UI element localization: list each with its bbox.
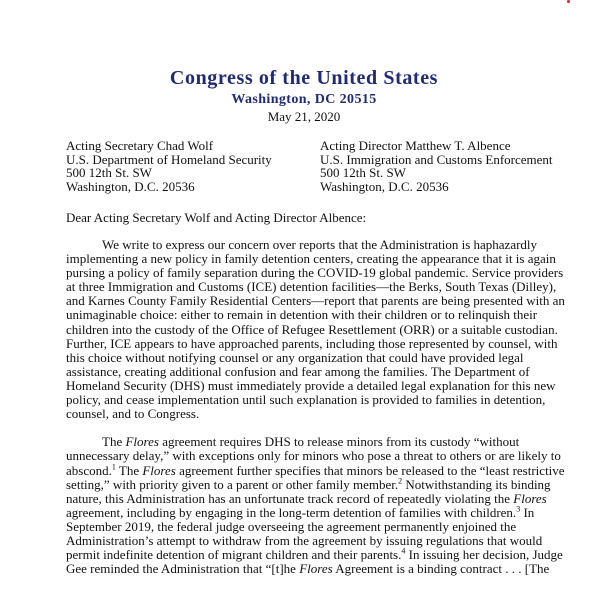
letterhead-title: Congress of the United States <box>169 67 439 89</box>
recipient-right-street: 500 12th St. SW <box>320 165 406 180</box>
paragraph-2 <box>66 434 565 577</box>
text-run: Notwithstanding its binding <box>402 476 551 492</box>
recipient-right-address <box>320 139 553 193</box>
paragraph-1-line: implementing a new policy in family detention centers, creating the appearance that it is again <box>66 251 556 267</box>
paragraph-2-line: Administration’s attempt to withdraw from the agreement by issuing regulations that would <box>66 532 543 548</box>
text-run: Gee reminded the Administration that “[t]he <box>66 561 300 577</box>
flores-italic: Flores <box>513 490 547 506</box>
paragraph-1-line: assistance, creating additional confusion and fear among the families. The Department of <box>66 363 530 379</box>
paragraph-1-line: pursing a policy of family separation during the COVID-19 global pandemic. Service providers <box>66 265 564 281</box>
recipient-left-address <box>66 139 272 193</box>
paragraph-2-line: September 2019, the federal judge overseeing the agreement permanently enjoined the <box>66 518 517 534</box>
text-run: setting,” with priority given to a parent or other family member. <box>66 476 399 492</box>
letterhead <box>0 66 608 109</box>
text-run: Agreement is a binding contract . . . [The <box>332 561 550 577</box>
footnote-1-ref: 1 <box>111 462 116 472</box>
letter-body <box>66 237 565 590</box>
text-run: abscond. <box>66 462 112 478</box>
salutation: Dear Acting Secretary Wolf and Acting Director Albence: <box>66 210 367 225</box>
paragraph-2-line <box>66 561 550 577</box>
text-run: The <box>102 434 126 450</box>
paragraph-1-line: Further, ICE appears to have approached parents, including those represented by counsel, with <box>66 335 558 351</box>
recipient-right-name: Acting Director Matthew T. Albence <box>320 138 511 153</box>
paragraph-1-line: this choice without notifying counsel or any organization that could have provided legal <box>66 349 524 365</box>
paragraph-1-line: counsel, and to Congress. <box>66 406 200 422</box>
paragraph-1-line: children into the custody of the Office of Refugee Resettlement (ORR) or a suitable custodian. <box>66 321 558 337</box>
recipient-left-name: Acting Secretary Chad Wolf <box>66 138 214 153</box>
paragraph-1-line: Homeland Security (DHS) must immediately provide a detailed legal explanation for this new <box>66 377 556 393</box>
paragraph-1-line: unimaginable choice: either to remain in detention with their children or to relinquish their <box>66 307 538 323</box>
flores-italic: Flores <box>299 561 333 577</box>
text-run: nature, this Administration has an unfortunate track record of repeatedly violating the <box>66 490 514 506</box>
text-run: In issuing her decision, Judge <box>405 547 563 563</box>
paragraph-2-line: unnecessary delay,” with exceptions only for minors who pose a threat to others or are likely to <box>66 448 561 464</box>
paragraph-1-line: policy, and cease implementation until such explanation is provided to families in detention, <box>66 392 546 408</box>
paragraph-1-line: at three Immigration and Customs (ICE) detention facilities—the Berks, South Texas (Dilley), <box>66 279 557 295</box>
paragraph-1-line: We write to express our concern over reports that the Administration is haphazardly <box>102 237 538 252</box>
recipient-right-org: U.S. Immigration and Customs Enforcement <box>320 151 553 167</box>
paragraph-2-line <box>66 435 534 449</box>
paragraph-1-line: and Karnes County Family Residential Centers—report that parents are being presented with an <box>66 293 565 309</box>
red-mark-dot <box>567 0 570 3</box>
flores-italic: Flores <box>125 434 159 450</box>
text-run: permit indefinite detention of migrant children and their parents. <box>66 547 402 563</box>
paragraph-2-line <box>66 506 534 520</box>
paragraph-2-line <box>66 476 551 492</box>
paragraph-1 <box>66 237 565 422</box>
recipient-right-city: Washington, D.C. 20536 <box>320 178 449 194</box>
text-run: agreement, including by engaging in the long-term detention of families with children. <box>66 504 517 520</box>
text-run: In <box>520 504 535 520</box>
letter-date: May 21, 2020 <box>267 109 341 124</box>
paragraph-2-line <box>66 462 565 478</box>
flores-italic: Flores <box>142 462 176 478</box>
recipient-left-street: 500 12th St. SW <box>66 165 152 180</box>
text-run: agreement requires DHS to release minors from its custody “without <box>158 434 520 450</box>
recipient-left-city: Washington, D.C. 20536 <box>66 178 195 194</box>
recipient-left-org: U.S. Department of Homeland Security <box>66 151 272 167</box>
paragraph-2-line <box>66 546 563 563</box>
letterhead-city: Washington, DC 20515 <box>231 92 377 107</box>
text-run: The <box>115 462 143 478</box>
text-run: agreement further specifies that minors be released to the “least restrictive <box>175 462 565 478</box>
footnote-4-ref: 4 <box>401 546 406 556</box>
footnote-3-ref: 3 <box>516 504 521 514</box>
paragraph-2-line <box>66 490 547 506</box>
footnote-2-ref: 2 <box>398 476 403 486</box>
